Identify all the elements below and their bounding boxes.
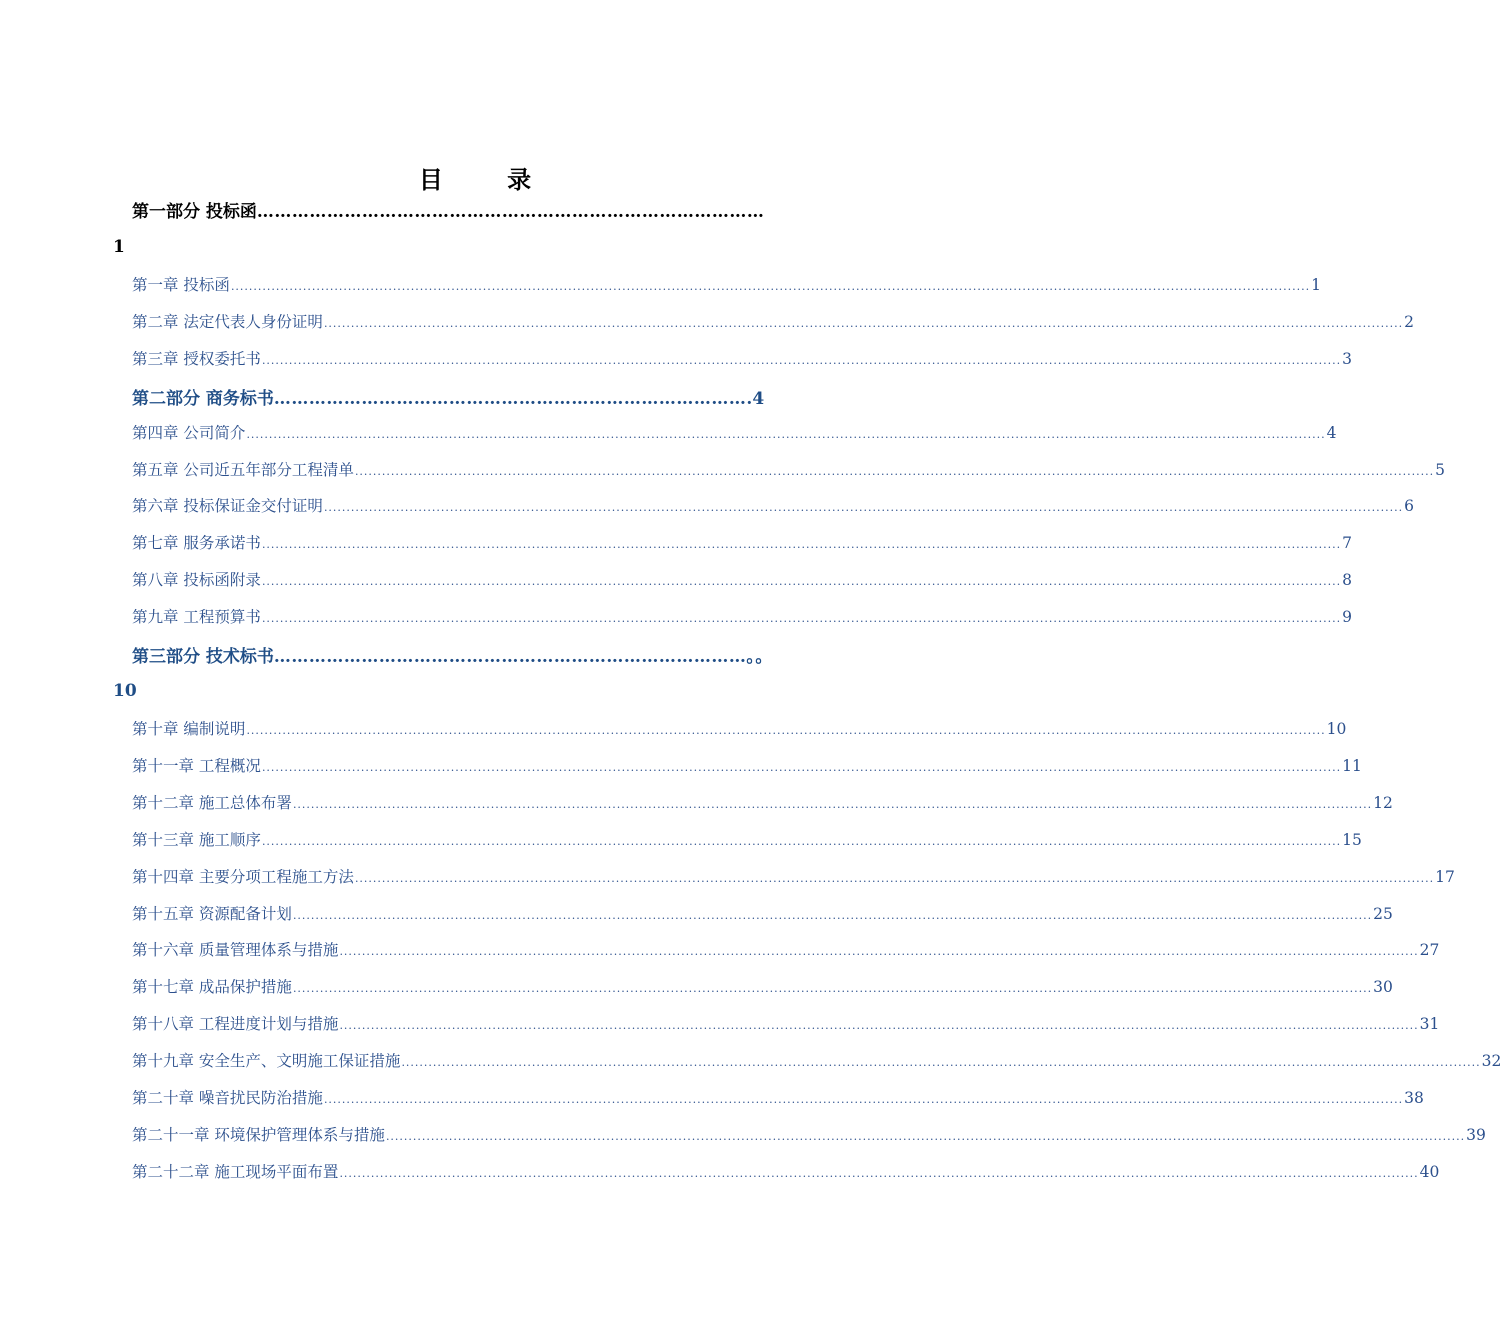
toc-entry-page: 30	[1373, 978, 1393, 996]
toc-entry-label: 第一章 投标函	[132, 276, 230, 294]
toc-entry-label: 第七章 服务承诺书	[132, 534, 261, 552]
toc-entry-label: 第三章 授权委托书	[132, 350, 261, 368]
toc-entry-leader: ................................................................................................................................................................................................................................................	[261, 761, 1342, 774]
toc-entry-page: 32	[1481, 1052, 1501, 1070]
toc-entry-leader: ................................................................................................................................................................................................................................................	[323, 501, 1404, 514]
toc-entry-leader: ................................................................................................................................................................................................................................................	[261, 354, 1342, 367]
toc-entry-leader: ................................................................................................................................................................................................................................................	[354, 465, 1435, 478]
part-leader: ………………………………………………………………………。。	[273, 647, 773, 667]
toc-entry-leader: ................................................................................................................................................................................................................................................	[339, 1167, 1419, 1180]
toc-entry-label: 第十章 编制说明	[132, 720, 246, 738]
toc-entry-page: 40	[1419, 1163, 1440, 1181]
toc-entry-page: 3	[1342, 350, 1352, 368]
toc-entry[interactable]	[132, 1049, 1501, 1071]
toc-entry[interactable]	[132, 347, 1352, 369]
toc-entry[interactable]	[132, 828, 1362, 850]
toc-entry-label: 第十二章 施工总体布署	[132, 794, 292, 812]
toc-entry-leader: ................................................................................................................................................................................................................................................	[339, 1019, 1419, 1032]
part-leader: ……………………………………………………………………………	[256, 202, 765, 222]
toc-entry[interactable]	[132, 568, 1352, 590]
toc-entry-page: 9	[1342, 608, 1352, 626]
toc-entry-leader: ................................................................................................................................................................................................................................................	[230, 280, 1311, 293]
toc-entry[interactable]	[132, 938, 1440, 960]
toc-entry-leader: ................................................................................................................................................................................................................................................	[246, 428, 1326, 441]
part-label: 第三部分 技术标书	[132, 647, 274, 667]
toc-entry-page: 5	[1435, 461, 1445, 479]
toc-entry[interactable]	[132, 310, 1414, 332]
toc-entry-page: 2	[1404, 313, 1414, 331]
toc-entry-page: 39	[1466, 1126, 1486, 1144]
toc-entry[interactable]	[132, 531, 1352, 553]
toc-entry-label: 第二十一章 环境保护管理体系与措施	[132, 1126, 385, 1144]
toc-entry[interactable]	[132, 494, 1414, 516]
toc-entry-page: 11	[1342, 757, 1362, 775]
toc-entry-label: 第二章 法定代表人身份证明	[132, 313, 323, 331]
part-page: .4	[746, 389, 765, 409]
toc-entry-page: 31	[1419, 1015, 1440, 1033]
toc-part-2[interactable]	[132, 384, 764, 409]
toc-entry-label: 第十七章 成品保护措施	[132, 978, 292, 996]
part-label: 第一部分 投标函	[132, 202, 257, 222]
toc-entry-leader: ................................................................................................................................................................................................................................................	[354, 872, 1435, 885]
toc-entry-leader: ................................................................................................................................................................................................................................................	[261, 835, 1342, 848]
toc-entry[interactable]	[132, 605, 1352, 627]
toc-entry-label: 第十九章 安全生产、文明施工保证措施	[132, 1052, 401, 1070]
toc-part-1[interactable]	[132, 197, 764, 222]
toc-entry-label: 第八章 投标函附录	[132, 571, 261, 589]
toc-entry[interactable]	[132, 1086, 1424, 1108]
toc-entry-label: 第二十章 噪音扰民防治措施	[132, 1089, 323, 1107]
toc-entry[interactable]	[132, 1012, 1440, 1034]
toc-entry[interactable]	[132, 717, 1347, 739]
toc-entry-leader: ................................................................................................................................................................................................................................................	[261, 538, 1342, 551]
toc-entry-leader: ................................................................................................................................................................................................................................................	[292, 798, 1373, 811]
toc-entry-leader: ................................................................................................................................................................................................................................................	[261, 612, 1342, 625]
toc-entry-page: 7	[1342, 534, 1352, 552]
toc-entry[interactable]	[132, 1123, 1486, 1145]
toc-part-3[interactable]	[132, 642, 773, 667]
toc-title: 目 录	[418, 165, 560, 194]
toc-entry-page: 17	[1435, 868, 1455, 886]
toc-entry-page: 38	[1404, 1089, 1424, 1107]
toc-entry-label: 第十六章 质量管理体系与措施	[132, 941, 339, 959]
toc-entry-leader: ................................................................................................................................................................................................................................................	[339, 945, 1419, 958]
toc-entry-leader: ................................................................................................................................................................................................................................................	[323, 317, 1404, 330]
toc-entry[interactable]	[132, 975, 1393, 997]
toc-entry[interactable]	[132, 902, 1393, 924]
toc-entry-label: 第五章 公司近五年部分工程清单	[132, 461, 354, 479]
toc-entry[interactable]	[132, 865, 1455, 887]
toc-entry[interactable]	[132, 754, 1362, 776]
toc-entry-leader: ................................................................................................................................................................................................................................................	[323, 1093, 1404, 1106]
toc-entry-label: 第十一章 工程概况	[132, 757, 261, 775]
toc-entry-label: 第六章 投标保证金交付证明	[132, 497, 323, 515]
toc-entry-label: 第十三章 施工顺序	[132, 831, 261, 849]
toc-entry-label: 第十四章 主要分项工程施工方法	[132, 868, 354, 886]
toc-entry-leader: ................................................................................................................................................................................................................................................	[261, 575, 1342, 588]
toc-entry-page: 15	[1342, 831, 1362, 849]
toc-entry-page: 1	[1311, 276, 1321, 294]
toc-entry-leader: ................................................................................................................................................................................................................................................	[292, 909, 1373, 922]
toc-part-1-page: 1	[113, 237, 125, 257]
toc-entry-page: 12	[1373, 794, 1393, 812]
toc-entry-page: 27	[1419, 941, 1440, 959]
toc-part-3-page: 10	[113, 681, 137, 701]
toc-entry-leader: ................................................................................................................................................................................................................................................	[401, 1056, 1481, 1069]
toc-entry-page: 6	[1404, 497, 1414, 515]
toc-entry[interactable]	[132, 458, 1445, 480]
toc-entry-leader: ................................................................................................................................................................................................................................................	[246, 724, 1326, 737]
toc-entry-label: 第十八章 工程进度计划与措施	[132, 1015, 339, 1033]
toc-entry-page: 25	[1373, 905, 1393, 923]
toc-entry[interactable]	[132, 273, 1321, 295]
part-leader: ………………………………………………………………………	[273, 389, 747, 409]
toc-entry-label: 第十五章 资源配备计划	[132, 905, 292, 923]
part-label: 第二部分 商务标书	[132, 389, 274, 409]
toc-entry-leader: ................................................................................................................................................................................................................................................	[385, 1130, 1466, 1143]
toc-entry-page: 10	[1326, 720, 1347, 738]
toc-entry-page: 4	[1326, 424, 1337, 442]
toc-entry-label: 第二十二章 施工现场平面布置	[132, 1163, 339, 1181]
toc-entry-label: 第九章 工程预算书	[132, 608, 261, 626]
toc-entry[interactable]	[132, 791, 1393, 813]
toc-entry-leader: ................................................................................................................................................................................................................................................	[292, 982, 1373, 995]
toc-entry[interactable]	[132, 1160, 1440, 1182]
toc-entry-label: 第四章 公司简介	[132, 424, 246, 442]
toc-entry[interactable]	[132, 421, 1337, 443]
toc-entry-page: 8	[1342, 571, 1352, 589]
